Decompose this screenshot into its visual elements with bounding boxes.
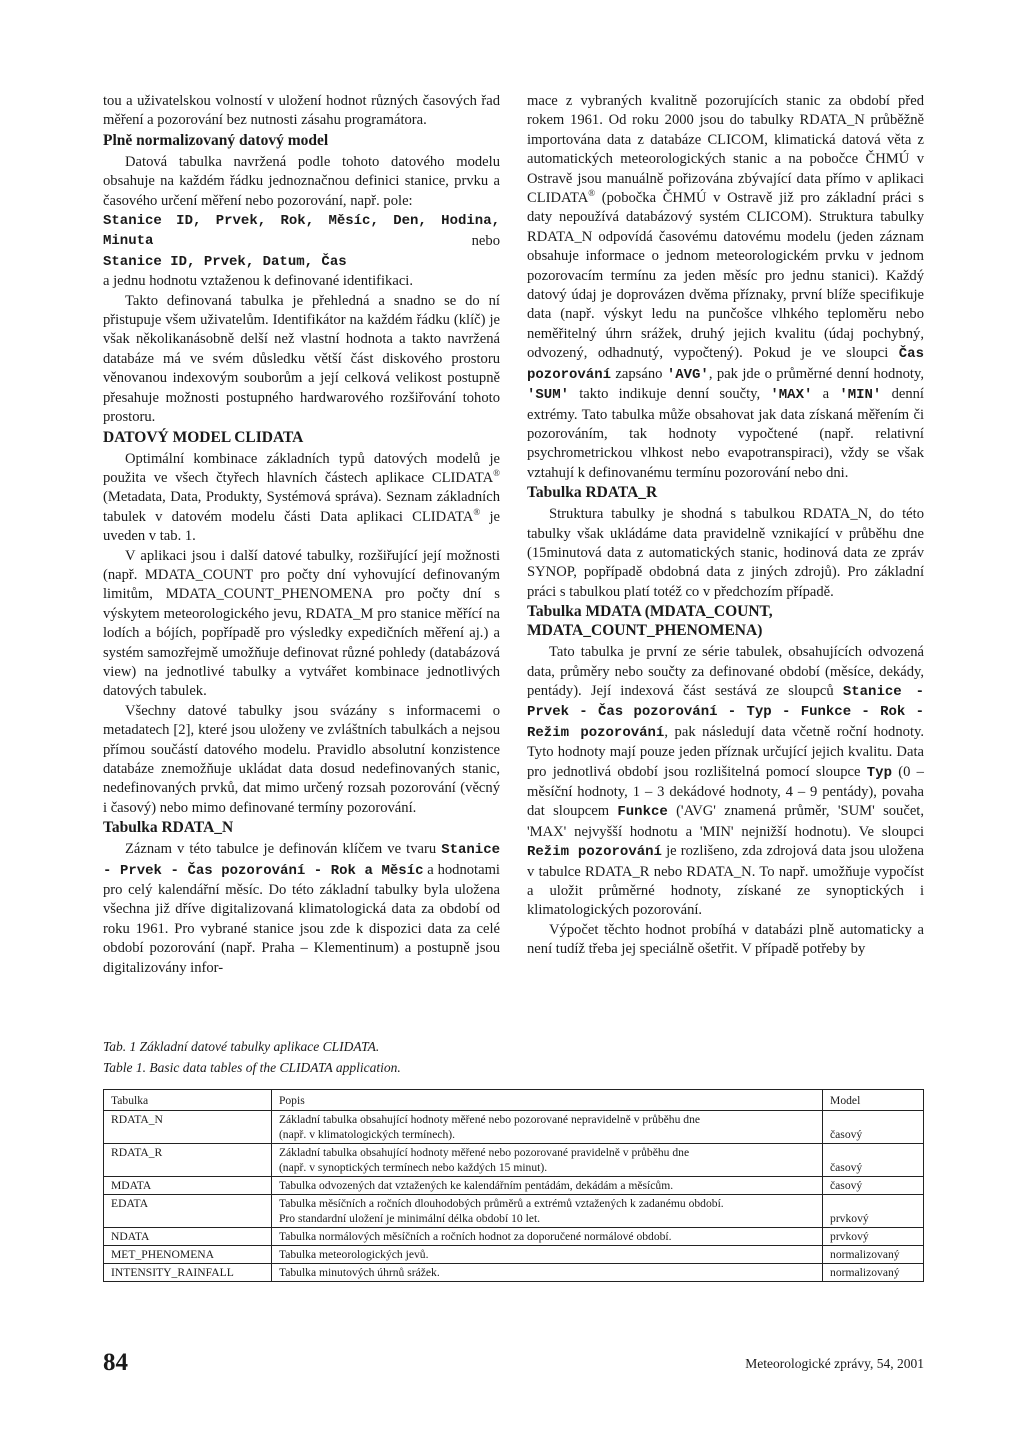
- paragraph: Výpočet těchto hodnot probíhá v databázi plně automaticky a není tudíž třeba jej speciálně ošetřit. V případě potřeby by: [527, 921, 924, 958]
- column-header: Tabulka: [104, 1090, 272, 1111]
- right-column: [527, 92, 924, 960]
- journal-reference: Meteorologické zprávy, 54, 2001: [745, 1356, 924, 1371]
- column-header: Popis: [271, 1090, 822, 1111]
- section-heading: Tabulka RDATA_N: [103, 819, 234, 837]
- description-line: Tabulka měsíčních a ročních dlouhodobých průměrů a extrémů vztažených k zadanému období.: [278, 1197, 724, 1210]
- paragraph: V aplikaci jsou i další datové tabulky, rozšiřující její možnosti (např. MDATA_COUNT pro počty dní vyhovující definovaným limitům, MDATA_COUNT_PHENOMENA pro počty dní s výskytem meteorologického jevu, RDATA_M pro stanice měřící na lodích a bójích, popřípadě pro výsledky expedičních měření aj.) a systém samozřejmě umožňuje definovat různé pohledy (databázová view) na jednotlivé tabulky a vytvářet kombinace jednotlivých datových tabulek.: [103, 547, 500, 700]
- paragraph: tou a uživatelskou volností v uložení hodnot různých časových řad měření a pozorování bez nutnosti zásahu programátora.: [103, 93, 500, 129]
- table-row: [104, 1177, 924, 1195]
- code-fields: 'SUM': [527, 387, 570, 404]
- table-name-cell: MET_PHENOMENA: [104, 1246, 272, 1264]
- text: Optimální kombinace základních typů datových modelů je použita ve všech čtyřech hlavních částech aplikace CLIDATA: [103, 450, 500, 486]
- text: takto indikuje denní součty,: [569, 386, 771, 403]
- text: a: [812, 386, 840, 403]
- description-cell: Tabulka meteorologických jevů.: [271, 1246, 822, 1264]
- table-name-cell: MDATA: [104, 1177, 272, 1195]
- description-cell: [271, 1144, 822, 1177]
- section-heading: DATOVÝ MODEL CLIDATA: [103, 428, 304, 446]
- text: mace z vybraných kvalitně pozorujících stanic za období před rokem 1961. Od roku 2000 jsou do tabulky RDATA_N průběžně importována data z databáze CLICOM, klimatická datová věta z automatických meteorologických stanic a na pobočce ČHMÚ v Ostravě jsou manuálně pořizována zbývající data přímo v aplikaci CLIDATA: [527, 93, 924, 207]
- basic-tables-table: [103, 1089, 924, 1282]
- description-line: Základní tabulka obsahující hodnoty měřené nebo pozorované nepravidelně v průběhu dne: [278, 1113, 701, 1126]
- paragraph: Všechny datové tabulky jsou svázány s informacemi o metadatech [2], které jsou uloženy ve zvláštních tabulkách a nejsou přímou součástí datového modelu. Pravidlo absolutní konzistence databáze znemožňuje ukládat data dosud nedefinovaných stanic, nedefinovaných prvků, dat mimo určený rozsah pozorování (věcný i časový) nebo mimo definované termíny pozorování.: [103, 702, 500, 816]
- table-name-cell: NDATA: [104, 1228, 272, 1246]
- paragraph: Datová tabulka navržená podle tohoto datového modelu obsahuje na každém řádku jednoznačnou definici stanice, prvku a časového určení měření nebo pozorování, např. pole:: [103, 153, 500, 209]
- model-cell: normalizovaný: [823, 1246, 924, 1264]
- code-fields: Stanice ID, Prvek, Rok, Měsíc, Den, Hodina, Minuta: [103, 213, 500, 250]
- model-cell: prvkový: [823, 1195, 924, 1228]
- model-cell: časový: [823, 1111, 924, 1144]
- caption-line-cz: Tab. 1 Základní datové tabulky aplikace CLIDATA.: [103, 1039, 380, 1054]
- description-line: Základní tabulka obsahující hodnoty měřené nebo pozorované pravidelně v průběhu dne: [278, 1146, 690, 1159]
- caption-line-en: Table 1. Basic data tables of the CLIDATA application.: [103, 1060, 401, 1075]
- section-heading: Plně normalizovaný datový model: [103, 131, 329, 149]
- column-header: Model: [823, 1090, 924, 1111]
- table-header-row: [104, 1090, 924, 1111]
- paragraph: [527, 92, 924, 483]
- text: je rozlišeno, zda zdrojová data jsou uložena v tabulce RDATA_R nebo RDATA_N. To např. umožňuje vypočíst a uložit průměrné hodnoty, získané ze synoptických i klimatologických pozorování.: [527, 843, 924, 919]
- table-name-cell: RDATA_R: [104, 1144, 272, 1177]
- table-row: [104, 1228, 924, 1246]
- registered-mark: ®: [473, 506, 481, 517]
- table-name-cell: INTENSITY_RAINFALL: [104, 1264, 272, 1282]
- table-caption: [103, 1036, 401, 1078]
- text: a hodnotami pro celý kalendářní měsíc. Do této základní tabulky byla uložena všechna již dříve digitalizovaná klimatologická data za období od roku 1961. Pro vybrané stanice jsou zde k dispozici data za celé období pozorování (např. Praha – Klementinum) a postupně jsou digitalizovány infor-: [103, 861, 500, 976]
- table-row: [104, 1195, 924, 1228]
- text: Záznam v této tabulce je definován klíčem ve tvaru: [125, 841, 437, 858]
- text: je uveden v tab. 1.: [103, 508, 500, 545]
- table-name-cell: RDATA_N: [104, 1111, 272, 1144]
- text: (Metadata, Data, Produkty, Systémová správa). Seznam základních tabulek v datovém modelu části Data aplikaci CLIDATA: [103, 489, 500, 525]
- code-fields: Režim pozorování: [527, 844, 662, 861]
- description-cell: Tabulka odvozených dat vztažených ke kalendářním pentádám, dekádám a měsícům.: [271, 1177, 822, 1195]
- text: Tato tabulka je první ze série tabulek, obsahujících odvozená data, průměry nebo součty za definované období (měsíce, dekády, pentády). Její indexová část sestává ze sloupců: [527, 644, 924, 699]
- code-fields: 'MIN': [839, 387, 882, 404]
- page-number: 84: [103, 1349, 128, 1376]
- description-line: Pro standardní uložení je minimální délka období 10 let.: [278, 1212, 541, 1225]
- table-row: [104, 1246, 924, 1264]
- paragraph: [103, 450, 500, 547]
- text: (pobočka ČHMÚ v Ostravě již pro základní práci s daty nepoužívá databázový systém CLICOM). Struktura tabulky RDATA_N odpovídá časovému datovému modelu (jeden záznam obsahuje informace o jednom meteorologickém prvku v jednom pozorovacím termínu za jeden měsíc pro jednu stanici). Každý datový údaj je doprovázen dvěma příznaky, první blíže specifikuje data (např. výskyt ledu na punčošce vlhkého teploměru nebo neměřitelný úhrn srážek, druhý jejich kvalitu (údaj pochybný, odvozený, odhadnutý, vypočtený). Pokud je ve sloupci: [527, 190, 924, 362]
- table-row: [104, 1264, 924, 1282]
- text: , pak jde o průměrné denní hodnoty,: [708, 365, 924, 382]
- table-name-cell: EDATA: [104, 1195, 272, 1228]
- paragraph: [527, 643, 924, 921]
- section-heading: Tabulka MDATA (MDATA_COUNT, MDATA_COUNT_PHENOMENA): [527, 603, 773, 640]
- text: (0 – měsíční hodnoty, 1 – 3 dekádové hodnoty, 4 – 9 pentády), povaha dat sloupcem: [527, 763, 924, 820]
- code-fields: Stanice - Prvek - Čas pozorování - Rok a Měsíc: [103, 842, 500, 879]
- paragraph: a jednu hodnotu vztaženou k definované identifikaci.: [103, 273, 414, 290]
- text: denní extrémy. Tato tabulka může obsahovat jak data získaná měřením či pozorováním, tak hodnoty vypočtené (např. relativní psychrometrickou vlhkost nebo evapotranspiraci), vždy se však vztahují k definovanému termínu pozorování nebo dni.: [527, 386, 924, 481]
- text: zapsáno: [611, 365, 667, 382]
- description-cell: [271, 1195, 822, 1228]
- code-fields: 'MAX': [770, 387, 813, 404]
- paragraph: Struktura tabulky je shodná s tabulkou RDATA_N, do této tabulky však ukládáme data pravidelně vznikající v průběhu dne (15minutová data z automatických stanic, hodinová data ze zpráv SYNOP, popřípadě obdobná data z jiných zdrojů). Pro základní práci s tabulkou platí totéž co v předchozím případě.: [527, 506, 924, 600]
- description-cell: [271, 1111, 822, 1144]
- code-fields: Stanice ID, Prvek, Datum, Čas: [103, 253, 347, 270]
- code-line: [103, 252, 500, 272]
- text: ('AVG' znamená průměr, 'SUM' součet, 'MAX' nejvyšší hodnotu a 'MIN' nejnižší hodnotu). Ve sloupci: [527, 803, 924, 840]
- table-row: [104, 1111, 924, 1144]
- description-cell: Tabulka minutových úhrnů srážek.: [271, 1264, 822, 1282]
- text: , pak následují data včetně roční hodnoty. Tyto hodnoty mají pouze jeden příznak určující jejich kvalitu. Data pro jednotlivá období jsou rozlišitelná pomocí sloupce: [527, 723, 925, 780]
- table-row: [104, 1144, 924, 1177]
- code-fields: Funkce: [617, 804, 668, 821]
- paragraph: Takto definovaná tabulka je přehledná a snadno se do ní přistupuje všem uživatelům. Identifikátor na každém řádku (klíč) je však několikanásobně delší než vlastní hodnota a takto navržená databáze má ve svém důsledku větší část diskového prostoru věnovanou indexovým souborům a její celková velikost postupně přesahuje možnosti postupného hardwarového rozšiřování tohoto prostoru.: [103, 292, 500, 426]
- registered-mark: ®: [588, 188, 596, 199]
- description-line: (např. v klimatologických termínech).: [278, 1128, 456, 1141]
- code-fields: 'AVG': [666, 366, 709, 383]
- paragraph: [103, 840, 500, 978]
- code-fields: Stanice - Prvek - Čas pozorování - Typ - Funkce - Rok - Režim pozorování: [527, 683, 924, 741]
- description-line: (např. v synoptických termínech nebo každých 15 minut).: [278, 1161, 548, 1174]
- model-cell: časový: [823, 1144, 924, 1177]
- section-heading: Tabulka RDATA_R: [527, 484, 658, 502]
- left-column: [103, 92, 500, 978]
- registered-mark: ®: [493, 468, 500, 479]
- model-cell: časový: [823, 1177, 924, 1195]
- description-cell: Tabulka normálových měsíčních a ročních hodnot za doporučené normálové období.: [271, 1228, 822, 1246]
- code-fields: Typ: [866, 764, 892, 781]
- code-line: [103, 211, 500, 252]
- model-cell: prvkový: [823, 1228, 924, 1246]
- model-cell: normalizovaný: [823, 1264, 924, 1282]
- nebo-label: nebo: [471, 233, 500, 250]
- code-fields: Čas pozorování: [527, 346, 924, 383]
